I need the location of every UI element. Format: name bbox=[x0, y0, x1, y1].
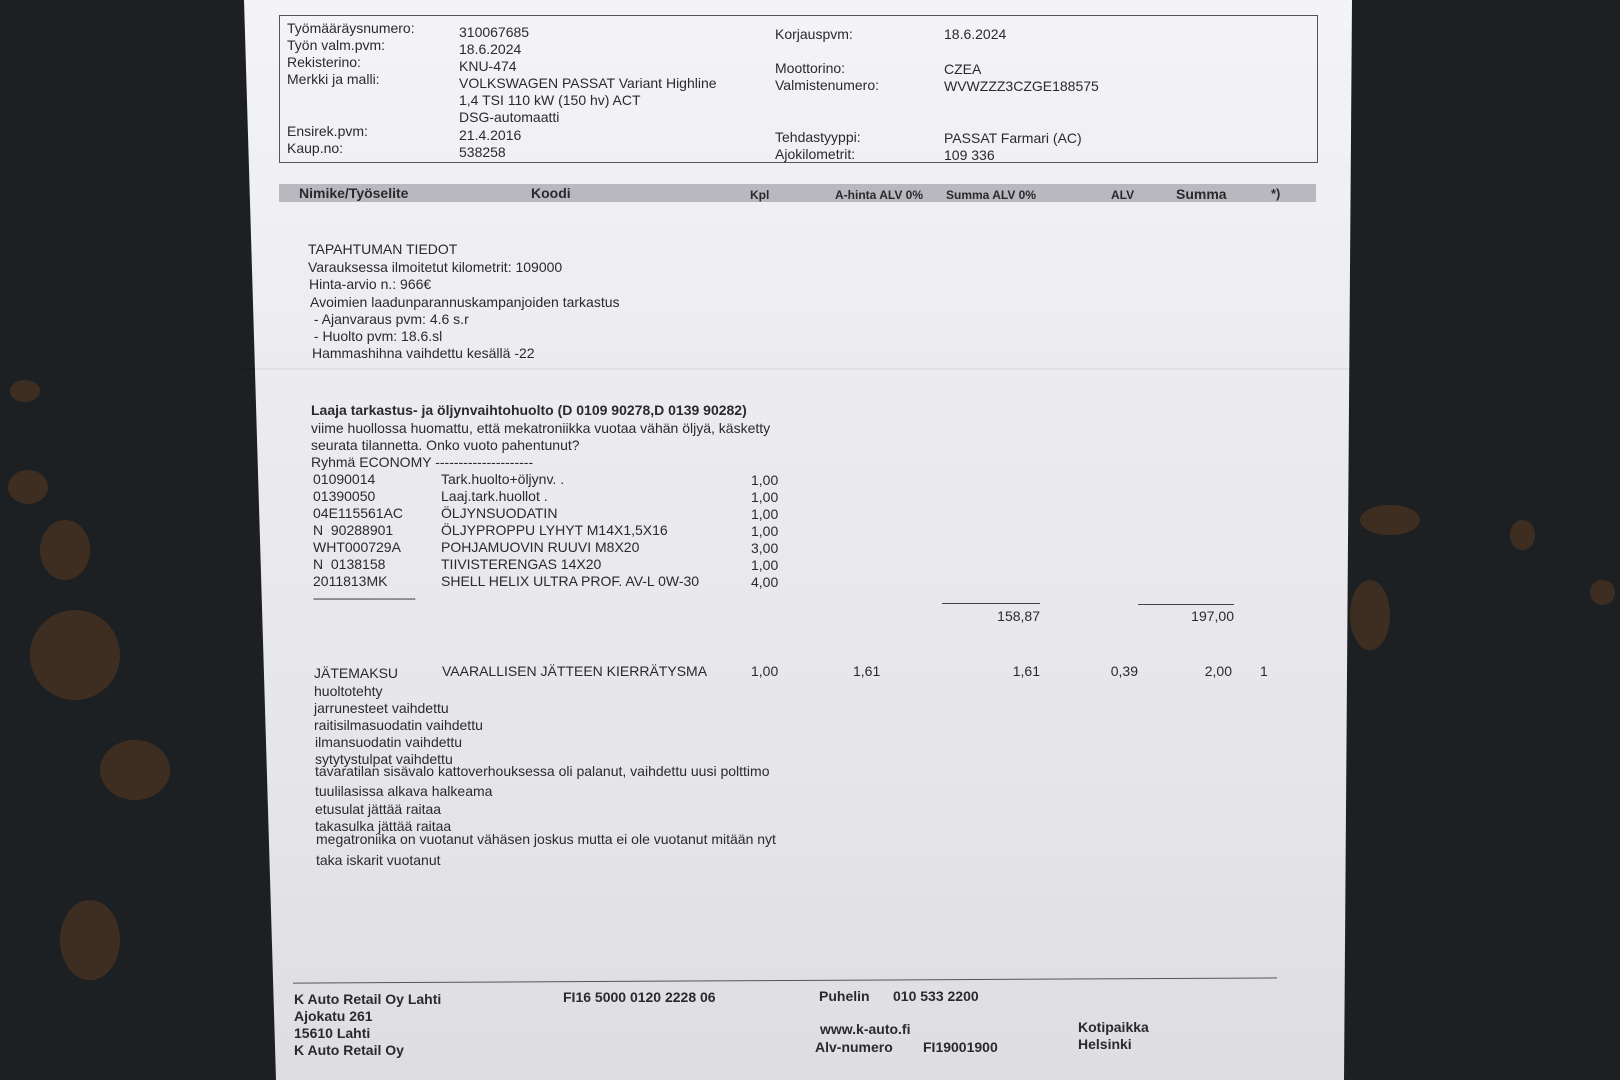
item-code: WHT000729A bbox=[313, 539, 401, 555]
repair-date-value: 18.6.2024 bbox=[944, 26, 1007, 42]
item-code: N 0138158 bbox=[313, 556, 386, 572]
mileage-value: 109 336 bbox=[944, 147, 995, 163]
rust-spot bbox=[1590, 580, 1615, 605]
work-note: tavaratilan sisävalo kattoverhouksessa oli palanut, vaihdettu uusi polttimo bbox=[315, 763, 770, 779]
footer-vat-label: Alv-numero bbox=[815, 1039, 893, 1055]
event-info-line: Hinta-arvio n.: 966€ bbox=[309, 276, 432, 292]
item-code: 01390050 bbox=[313, 488, 376, 504]
event-info-line: Varauksessa ilmoitetut kilometrit: 109000 bbox=[308, 259, 563, 275]
make-model-label: Merkki ja malli: bbox=[287, 71, 380, 87]
footer-website: www.k-auto.fi bbox=[820, 1021, 911, 1037]
item-name: TIIVISTERENGAS 14X20 bbox=[441, 556, 602, 572]
col-code: Koodi bbox=[531, 185, 571, 201]
col-unit-price: A-hinta ALV 0% bbox=[835, 188, 924, 202]
work-order-label: Työmääräysnumero: bbox=[287, 20, 415, 36]
item-name: Tark.huolto+öljynv. . bbox=[441, 471, 565, 487]
item-qty: 1,00 bbox=[751, 523, 779, 539]
item-qty: 3,00 bbox=[751, 540, 779, 556]
waste-unit-price: 1,61 bbox=[853, 663, 881, 679]
footer-company-line: K Auto Retail Oy bbox=[294, 1042, 404, 1058]
registration-value: KNU-474 bbox=[459, 58, 517, 74]
item-qty: 1,00 bbox=[751, 506, 779, 522]
work-note: ilmansuodatin vaihdettu bbox=[315, 734, 463, 750]
event-info-line: - Ajanvaraus pvm: 4.6 s.r bbox=[310, 311, 469, 327]
completion-date-label: Työn valm.pvm: bbox=[287, 37, 386, 53]
col-vat: ALV bbox=[1111, 188, 1135, 202]
completion-date-value: 18.6.2024 bbox=[459, 41, 522, 57]
dealer-no-label: Kaup.no: bbox=[287, 140, 344, 156]
waste-code: JÄTEMAKSU bbox=[314, 665, 399, 681]
waste-qty: 1,00 bbox=[751, 663, 779, 679]
rust-spot bbox=[30, 610, 120, 700]
item-name: POHJAMUOVIN RUUVI M8X20 bbox=[441, 539, 640, 555]
mileage-label: Ajokilometrit: bbox=[775, 146, 856, 162]
service-note: seurata tilannetta. Onko vuoto pahentunut? bbox=[311, 437, 580, 453]
work-order-value: 310067685 bbox=[459, 24, 530, 40]
service-note: viime huollossa huomattu, että mekatroniikka vuotaa vähän öljyä, käsketty bbox=[311, 420, 771, 436]
item-code: 01090014 bbox=[313, 471, 376, 487]
work-note: jarrunesteet vaihdettu bbox=[314, 700, 449, 716]
vin-value: WVWZZZ3CZGE188575 bbox=[944, 78, 1099, 94]
item-code: 2011813MK bbox=[313, 573, 388, 589]
footer-company-line: 15610 Lahti bbox=[294, 1025, 371, 1041]
footer-phone-label: Puhelin bbox=[819, 988, 870, 1004]
repair-date-label: Korjauspvm: bbox=[775, 26, 853, 42]
factory-type-value: PASSAT Farmari (AC) bbox=[944, 130, 1082, 146]
item-code: N 90288901 bbox=[313, 522, 394, 538]
waste-net: 1,61 bbox=[1012, 663, 1040, 679]
footer-vat-number: FI19001900 bbox=[923, 1039, 998, 1055]
rust-spot bbox=[1360, 505, 1420, 535]
col-qty: Kpl bbox=[750, 188, 770, 202]
item-name: ÖLJYPROPPU LYHYT M14X1,5X16 bbox=[441, 522, 668, 538]
waste-name: VAARALLISEN JÄTTEEN KIERRÄTYSMA bbox=[442, 663, 708, 679]
work-note: sytytystulpat vaihdettu bbox=[315, 751, 453, 767]
column-header-bar bbox=[279, 184, 1316, 202]
items-divider: ---------------------------------- bbox=[313, 591, 415, 605]
col-flag: *) bbox=[1271, 186, 1281, 201]
waste-sum: 2,00 bbox=[1204, 663, 1232, 679]
subtotal-net: 158,87 bbox=[997, 608, 1040, 624]
footer-domicile: Helsinki bbox=[1078, 1036, 1132, 1052]
work-note: taka iskarit vuotanut bbox=[316, 852, 441, 868]
waste-vat: 0,39 bbox=[1110, 663, 1138, 679]
subtotal-net-rule bbox=[942, 603, 1040, 604]
item-code: 04E115561AC bbox=[313, 505, 404, 521]
rust-spot bbox=[10, 380, 40, 402]
event-info-line: TAPAHTUMAN TIEDOT bbox=[308, 241, 458, 257]
footer-domicile-label: Kotipaikka bbox=[1078, 1019, 1149, 1035]
event-info-line: Avoimien laadunparannuskampanjoiden tarkastus bbox=[310, 294, 620, 310]
col-net-sum: Summa ALV 0% bbox=[946, 188, 1037, 202]
work-note: megatroniika on vuotanut vähäsen joskus mutta ei ole vuotanut mitään nyt bbox=[316, 831, 776, 847]
rust-spot bbox=[100, 740, 170, 800]
paper-fold bbox=[240, 368, 1352, 370]
item-name: ÖLJYNSUODATIN bbox=[441, 505, 558, 521]
rust-spot bbox=[8, 470, 48, 504]
make-model-line2: 1,4 TSI 110 kW (150 hv) ACT bbox=[459, 92, 641, 108]
engine-no-label: Moottorino: bbox=[775, 60, 846, 76]
first-reg-label: Ensirek.pvm: bbox=[287, 123, 368, 139]
work-note: takasulka jättää raitaa bbox=[315, 818, 452, 834]
rust-spot bbox=[1510, 520, 1535, 550]
subtotal-gross-rule bbox=[1138, 604, 1234, 605]
col-description: Nimike/Työselite bbox=[299, 185, 409, 201]
work-note: etusulat jättää raitaa bbox=[315, 801, 442, 817]
rust-spot bbox=[1350, 580, 1390, 650]
item-name: SHELL HELIX ULTRA PROF. AV-L 0W-30 bbox=[441, 573, 700, 589]
item-qty: 1,00 bbox=[751, 472, 779, 488]
footer-iban: FI16 5000 0120 2228 06 bbox=[563, 989, 716, 1005]
engine-no-value: CZEA bbox=[944, 61, 982, 77]
service-group: Ryhmä ECONOMY --------------------- bbox=[311, 454, 534, 470]
dealer-no-value: 538258 bbox=[459, 144, 506, 160]
event-info-line: - Huolto pvm: 18.6.sl bbox=[310, 328, 443, 344]
col-sum: Summa bbox=[1176, 186, 1227, 202]
service-title: Laaja tarkastus- ja öljynvaihtohuolto (D 0109 90278,D 0139 90282) bbox=[311, 402, 747, 418]
make-model-line3: DSG-automaatti bbox=[459, 109, 560, 125]
make-model-value: VOLKSWAGEN PASSAT Variant Highline bbox=[459, 75, 717, 91]
footer-company-line: Ajokatu 261 bbox=[294, 1008, 373, 1024]
rust-spot bbox=[60, 900, 120, 980]
footer-company-line: K Auto Retail Oy Lahti bbox=[294, 991, 442, 1007]
factory-type-label: Tehdastyyppi: bbox=[775, 129, 861, 145]
item-qty: 4,00 bbox=[751, 574, 779, 590]
work-note: huoltotehty bbox=[314, 683, 383, 699]
vin-label: Valmistenumero: bbox=[775, 77, 880, 93]
work-note: raitisilmasuodatin vaihdettu bbox=[314, 717, 483, 733]
rust-spot bbox=[40, 520, 90, 580]
subtotal-gross: 197,00 bbox=[1191, 608, 1234, 624]
item-name: Laaj.tark.huollot . bbox=[441, 488, 548, 504]
waste-flag: 1 bbox=[1260, 663, 1268, 679]
event-info-line: Hammashihna vaihdettu kesällä -22 bbox=[312, 345, 535, 361]
item-qty: 1,00 bbox=[751, 557, 779, 573]
footer-phone: 010 533 2200 bbox=[893, 988, 979, 1004]
item-qty: 1,00 bbox=[751, 489, 779, 505]
work-note: tuulilasissa alkava halkeama bbox=[315, 783, 493, 799]
registration-label: Rekisterino: bbox=[287, 54, 361, 70]
first-reg-value: 21.4.2016 bbox=[459, 127, 522, 143]
